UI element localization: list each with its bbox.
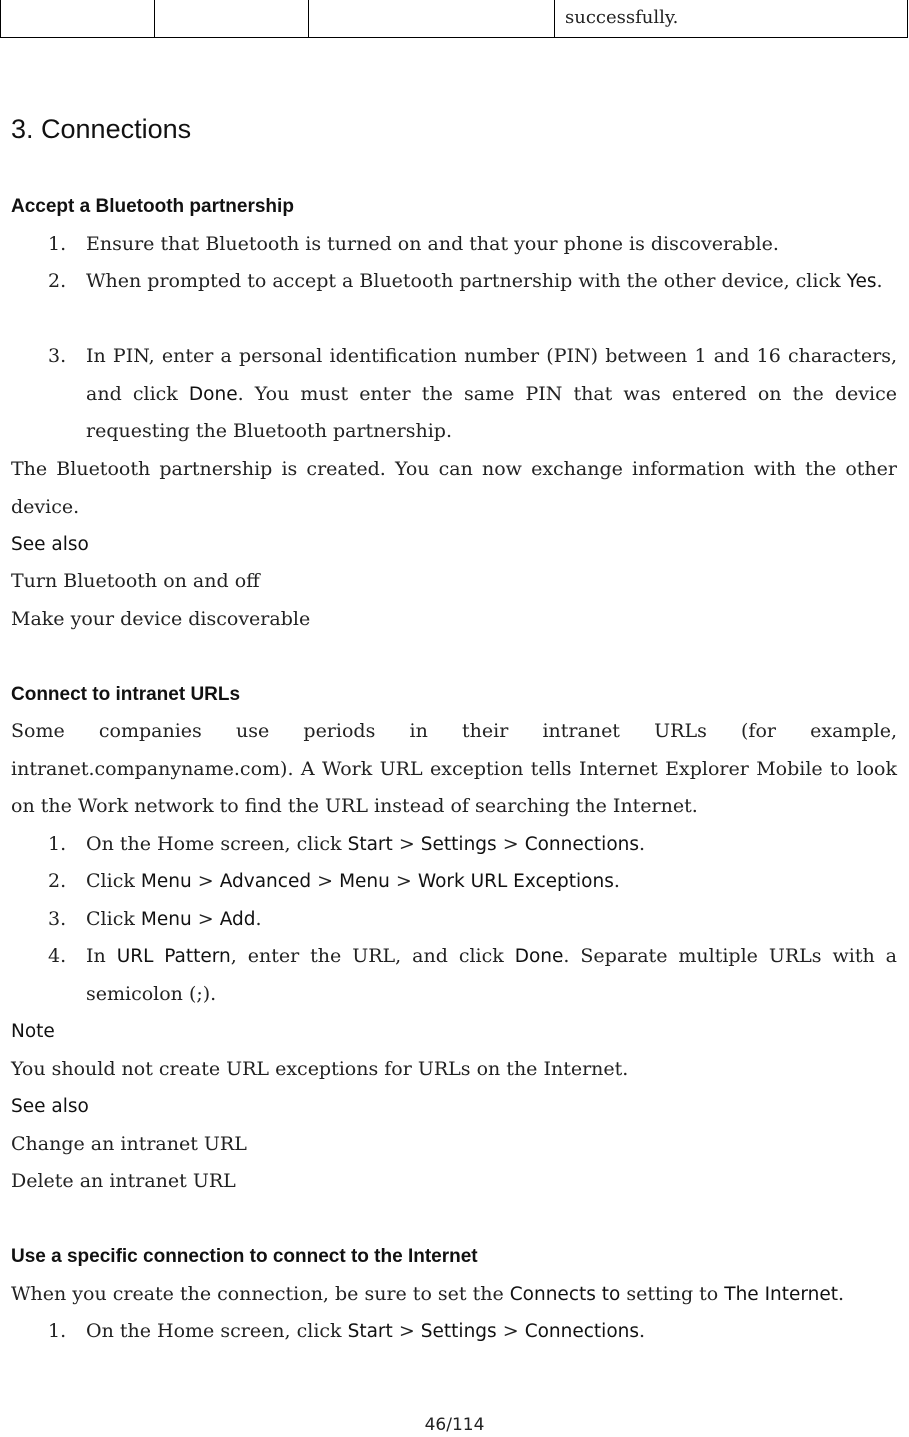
heading-intranet: Connect to intranet URLs <box>11 684 241 705</box>
intro-paragraph: Some companies use periods in their intranet URLs (for example, intranet.companyname.com). A Work URL exception tells Internet Explorer Mobile to look on the Work network to find the URL instead of searching the Internet. <box>11 720 897 817</box>
see-also-link[interactable]: Turn Bluetooth on and off <box>11 570 260 592</box>
list-number: 3. <box>48 908 67 930</box>
see-also-link[interactable]: Make your device discoverable <box>11 608 311 630</box>
see-also-link[interactable]: Delete an intranet URL <box>11 1170 236 1192</box>
list-number: 1. <box>48 1320 67 1342</box>
list-number: 2. <box>48 270 67 292</box>
section-title: 3. Connections <box>11 114 192 144</box>
see-also-label: See also <box>11 534 89 555</box>
ui-term-menu: Menu <box>140 871 192 892</box>
see-also-link[interactable]: Change an intranet URL <box>11 1133 247 1155</box>
list-item <box>48 1313 897 1351</box>
table-cell <box>155 0 309 38</box>
list-text: When prompted to accept a Bluetooth partnership with the other device, click Yes. <box>86 270 883 292</box>
see-also-label: See also <box>11 1096 89 1117</box>
list-text: In URL Pattern, enter the URL, and click Done. Separate multiple URLs with a semicolon (;). <box>86 945 897 1005</box>
list-text: Click Menu > Advanced > Menu > Work URL Exceptions. <box>86 870 620 892</box>
list-number: 3. <box>48 345 67 367</box>
ui-term-add: Add <box>219 909 256 930</box>
list-item <box>48 901 897 939</box>
list-text: On the Home screen, click Start > Settings > Connections. <box>86 1320 646 1342</box>
continued-table-row <box>0 0 908 38</box>
list-text: On the Home screen, click Start > Settings > Connections. <box>86 833 646 855</box>
list-item <box>48 938 897 1013</box>
ui-term-done: Done <box>188 383 238 405</box>
ui-term-connections: Connections <box>524 1321 640 1342</box>
ui-term-menu: Menu <box>140 909 192 930</box>
ui-term-connections: Connections <box>524 834 640 855</box>
heading-specific-connection: Use a specific connection to connect to the Internet <box>11 1246 478 1267</box>
list-text: Click Menu > Add. <box>86 908 262 930</box>
ui-term-url-pattern: URL Pattern <box>116 946 231 967</box>
list-text: In PIN, enter a personal identification number (PIN) between 1 and 16 characters, and click Done. You must enter the same PIN that was entered on the device requesting the Bluetooth partnership. <box>86 345 897 442</box>
table-cell <box>309 0 555 38</box>
list-item <box>48 263 897 301</box>
note-label: Note <box>11 1021 55 1042</box>
ui-term-settings: Settings <box>420 834 497 855</box>
ui-term-work-url-exceptions: Work URL Exceptions <box>417 871 614 892</box>
list-item <box>48 863 897 901</box>
ui-term-connects-to: Connects to <box>509 1284 621 1305</box>
list-text: Ensure that Bluetooth is turned on and that your phone is discoverable. <box>86 233 779 255</box>
ui-term-start: Start <box>347 1321 393 1342</box>
heading-bluetooth: Accept a Bluetooth partnership <box>11 196 294 217</box>
list-item <box>48 338 897 451</box>
list-item <box>48 826 897 864</box>
list-number: 1. <box>48 833 67 855</box>
list-number: 2. <box>48 870 67 892</box>
ui-term-start: Start <box>347 834 393 855</box>
table-cell <box>1 0 155 38</box>
ui-term-the-internet: The Internet <box>724 1284 839 1305</box>
list-item <box>48 226 897 264</box>
result-paragraph: The Bluetooth partnership is created. You can now exchange information with the other device. <box>11 458 897 518</box>
ui-term-menu: Menu <box>339 871 390 892</box>
note-text: You should not create URL exceptions for URLs on the Internet. <box>11 1058 629 1080</box>
ui-term-done: Done <box>514 946 564 967</box>
ui-term-advanced: Advanced <box>219 871 312 892</box>
ui-term-yes: Yes <box>846 271 877 292</box>
list-number: 4. <box>48 945 67 967</box>
page-number: 46/114 <box>424 1415 485 1435</box>
table-cell: successfully. <box>555 0 908 38</box>
intro-paragraph: When you create the connection, be sure to set the Connects to setting to The Internet. <box>11 1283 845 1305</box>
ui-term-settings: Settings <box>420 1321 497 1342</box>
list-number: 1. <box>48 233 67 255</box>
